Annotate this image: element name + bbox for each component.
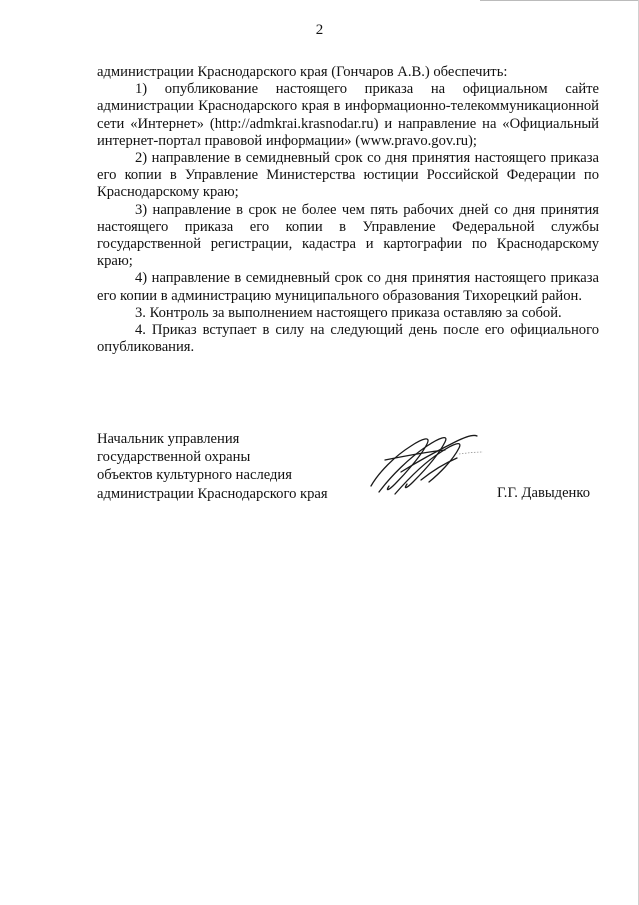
- paragraph-continuation: администрации Краснодарского края (Гончаров А.В.) обеспечить:: [97, 64, 508, 80]
- paragraph-item-3-rosreestr: 3) направление в срок не более чем пять рабочих дней со дня принятия настоящего приказа его копии в Управление Федеральной службы государственной регистрации, кадастра и картографии по Краснодарскому краю;: [97, 201, 599, 270]
- paragraph-item-2-ministry-of-justice: 2) направление в семидневный срок со дня принятия настоящего приказа его копии в Управление Министерства юстиции Российской Федерации по Краснодарскому краю;: [97, 150, 599, 201]
- signature-block: [97, 430, 599, 503]
- page-number: 2: [315, 22, 324, 38]
- handwritten-signature-icon: [365, 412, 485, 512]
- paragraph-item-1-publication: 1) опубликование настоящего приказа на официальном сайте администрации Краснодарского края в информационно-телекоммуникационной сети «Интернет» (http://admkrai.krasnodar.ru) и направление на «Официальный интернет-портал правовой информации» (www.pravo.gov.ru);: [97, 81, 599, 149]
- signer-position-line: объектов культурного наследия: [97, 467, 292, 484]
- paragraph-clause-4-entry-into-force: 4. Приказ вступает в силу на следующий день после его официального опубликования.: [97, 322, 599, 356]
- paragraph-item-4-municipality: 4) направление в семидневный срок со дня принятия настоящего приказа его копии в администрацию муниципального образования Тихорецкий район.: [97, 270, 599, 304]
- signer-position-line: государственной охраны: [97, 449, 251, 466]
- scan-edge-top: [480, 0, 639, 1]
- paragraph-clause-3-control: 3. Контроль за выполнением настоящего приказа оставляю за собой.: [135, 304, 562, 321]
- signer-name: Г.Г. Давыденко: [497, 485, 591, 501]
- signer-position-line: Начальник управления: [97, 431, 240, 447]
- document-body: [97, 64, 599, 356]
- signer-position-line: администрации Краснодарского края: [97, 485, 328, 502]
